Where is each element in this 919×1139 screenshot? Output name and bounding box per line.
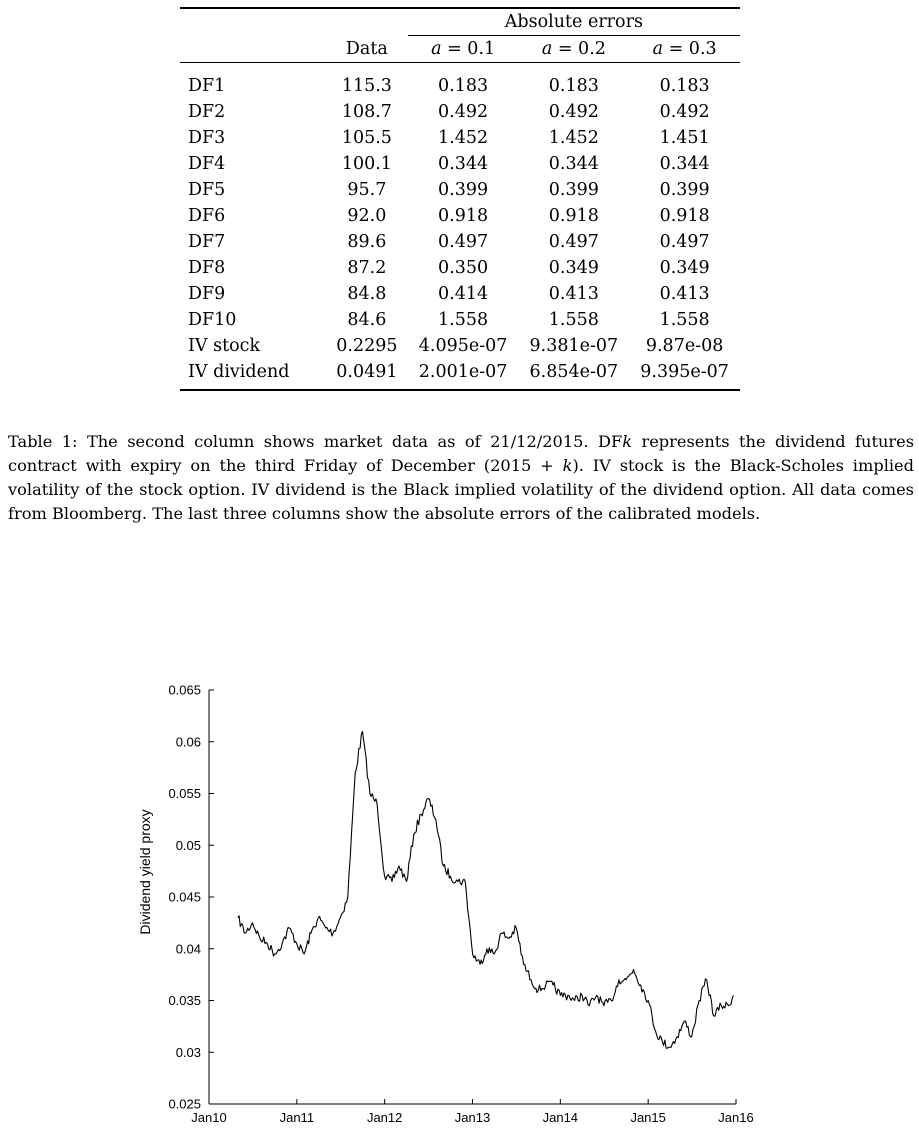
error-cell: 0.497 — [438, 232, 489, 252]
x-tick-label: Jan12 — [366, 1110, 403, 1125]
error-cell: 0.349 — [548, 258, 599, 278]
dividend-yield-chart — [0, 670, 919, 1139]
market-data-cell: 95.7 — [347, 180, 387, 200]
error-cell: 2.001e-07 — [408, 359, 519, 390]
error-cell: 0.492 — [659, 102, 710, 122]
row-label-cell: DF2 — [188, 102, 226, 122]
market-data-cell: 87.2 — [347, 258, 387, 278]
error-cell: 0.183 — [518, 63, 629, 100]
error-cell: 0.413 — [659, 284, 710, 304]
y-tick-label: 0.04 — [175, 941, 201, 957]
row-label-cell: DF6 — [188, 206, 226, 226]
results-table-body — [180, 8, 740, 390]
error-cell: 0.349 — [659, 258, 710, 278]
row-label-cell: IV dividend — [180, 359, 326, 390]
error-cell: 0.344 — [659, 154, 710, 174]
market-data-cell: 100.1 — [341, 154, 392, 174]
x-tick-label: Jan13 — [454, 1110, 491, 1125]
market-data-cell: 108.7 — [341, 102, 392, 122]
error-cell: 6.854e-07 — [518, 359, 629, 390]
error-cell: 4.095e-07 — [418, 336, 508, 356]
error-cell: 0.399 — [548, 180, 599, 200]
table-row — [180, 229, 740, 255]
error-cell: 0.344 — [438, 154, 489, 174]
header-row-columns — [180, 36, 740, 63]
error-cell: 0.344 — [548, 154, 599, 174]
absolute-errors-header: Absolute errors — [408, 8, 740, 36]
table-caption: Table 1: The second column shows market data as of 21/12/2015. DFk represents the dividend futures contract with expiry on the third Friday of December (2015 + k). IV stock is the Black-Scholes implied volatility of the stock option. IV dividend is the Black implied volatility of the dividend option. All data comes from Bloomberg. The last three columns show the absolute errors of the calibrated models. — [8, 432, 915, 523]
market-data-cell: 89.6 — [347, 232, 387, 252]
y-tick-label: 0.045 — [168, 889, 201, 905]
error-cell: 0.497 — [548, 232, 599, 252]
market-data-cell: 84.8 — [347, 284, 387, 304]
table-row — [180, 125, 740, 151]
error-cell: 9.381e-07 — [529, 336, 619, 356]
error-cell: 1.451 — [659, 128, 710, 148]
header-empty-cell — [326, 8, 408, 36]
error-cell: 0.492 — [548, 102, 599, 122]
error-cell: 0.414 — [438, 284, 489, 304]
error-cell: 0.918 — [438, 206, 489, 226]
error-cell: 0.399 — [659, 180, 710, 200]
y-tick-label: 0.06 — [175, 734, 201, 750]
market-data-cell: 0.2295 — [336, 336, 398, 356]
error-cell: 1.452 — [548, 128, 599, 148]
error-cell: 0.350 — [438, 258, 489, 278]
row-label-cell: DF9 — [188, 284, 226, 304]
row-label-cell: DF7 — [188, 232, 226, 252]
error-cell: 0.399 — [438, 180, 489, 200]
row-label-cell: IV stock — [188, 336, 261, 356]
table-row — [180, 359, 740, 390]
chart-ticks — [168, 683, 753, 1126]
error-cell: 0.183 — [408, 63, 519, 100]
x-tick-label: Jan10 — [191, 1110, 227, 1125]
table-row — [180, 63, 740, 100]
a-column-header: a = 0.2 — [541, 39, 606, 59]
table-row — [180, 99, 740, 125]
error-cell: 0.918 — [659, 206, 710, 226]
market-data-cell: 84.6 — [347, 310, 387, 330]
row-label-cell: DF10 — [188, 310, 237, 330]
error-cell: 0.413 — [548, 284, 599, 304]
x-tick-label: Jan15 — [630, 1110, 666, 1125]
dividend-yield-series-line — [238, 731, 734, 1048]
row-label-cell: DF3 — [188, 128, 226, 148]
error-cell: 0.918 — [548, 206, 599, 226]
table-row — [180, 177, 740, 203]
table-row — [180, 333, 740, 359]
market-data-cell: 0.0491 — [326, 359, 408, 390]
error-cell: 9.395e-07 — [629, 359, 740, 390]
error-cell: 9.87e-08 — [645, 336, 724, 356]
error-cell: 0.492 — [438, 102, 489, 122]
row-label-cell: DF1 — [180, 63, 326, 100]
y-axis-label: Dividend yield proxy — [137, 809, 153, 935]
error-cell: 1.558 — [659, 310, 710, 330]
header-row-group — [180, 8, 740, 36]
header-empty-cell — [180, 36, 326, 63]
table-row — [180, 307, 740, 333]
y-tick-label: 0.065 — [168, 682, 201, 698]
error-cell: 1.452 — [438, 128, 489, 148]
chart-axes — [209, 690, 736, 1104]
y-tick-label: 0.055 — [168, 786, 201, 801]
x-tick-label: Jan16 — [718, 1110, 754, 1125]
table-row — [180, 203, 740, 229]
market-data-cell: 92.0 — [347, 206, 387, 226]
table-row — [180, 151, 740, 177]
error-cell: 0.183 — [629, 63, 740, 100]
x-tick-label: Jan14 — [542, 1110, 579, 1125]
table-row — [180, 255, 740, 281]
row-label-cell: DF5 — [188, 180, 226, 200]
a-column-header: a = 0.3 — [652, 39, 717, 59]
error-cell: 1.558 — [548, 310, 599, 330]
header-empty-cell — [180, 8, 326, 36]
market-data-cell: 115.3 — [326, 63, 408, 100]
y-tick-label: 0.035 — [168, 993, 201, 1008]
x-tick-label: Jan11 — [279, 1110, 315, 1125]
row-label-cell: DF8 — [188, 258, 226, 278]
a-column-header: a = 0.1 — [431, 39, 496, 59]
results-table — [180, 7, 740, 391]
error-cell: 1.558 — [438, 310, 489, 330]
y-tick-label: 0.025 — [168, 1096, 201, 1112]
results-table-container — [180, 7, 740, 391]
market-data-cell: 105.5 — [341, 128, 392, 148]
y-tick-label: 0.05 — [175, 837, 201, 853]
data-column-header: Data — [345, 38, 388, 59]
y-tick-label: 0.03 — [175, 1044, 201, 1060]
error-cell: 0.497 — [659, 232, 710, 252]
table-row — [180, 281, 740, 307]
row-label-cell: DF4 — [188, 154, 226, 174]
